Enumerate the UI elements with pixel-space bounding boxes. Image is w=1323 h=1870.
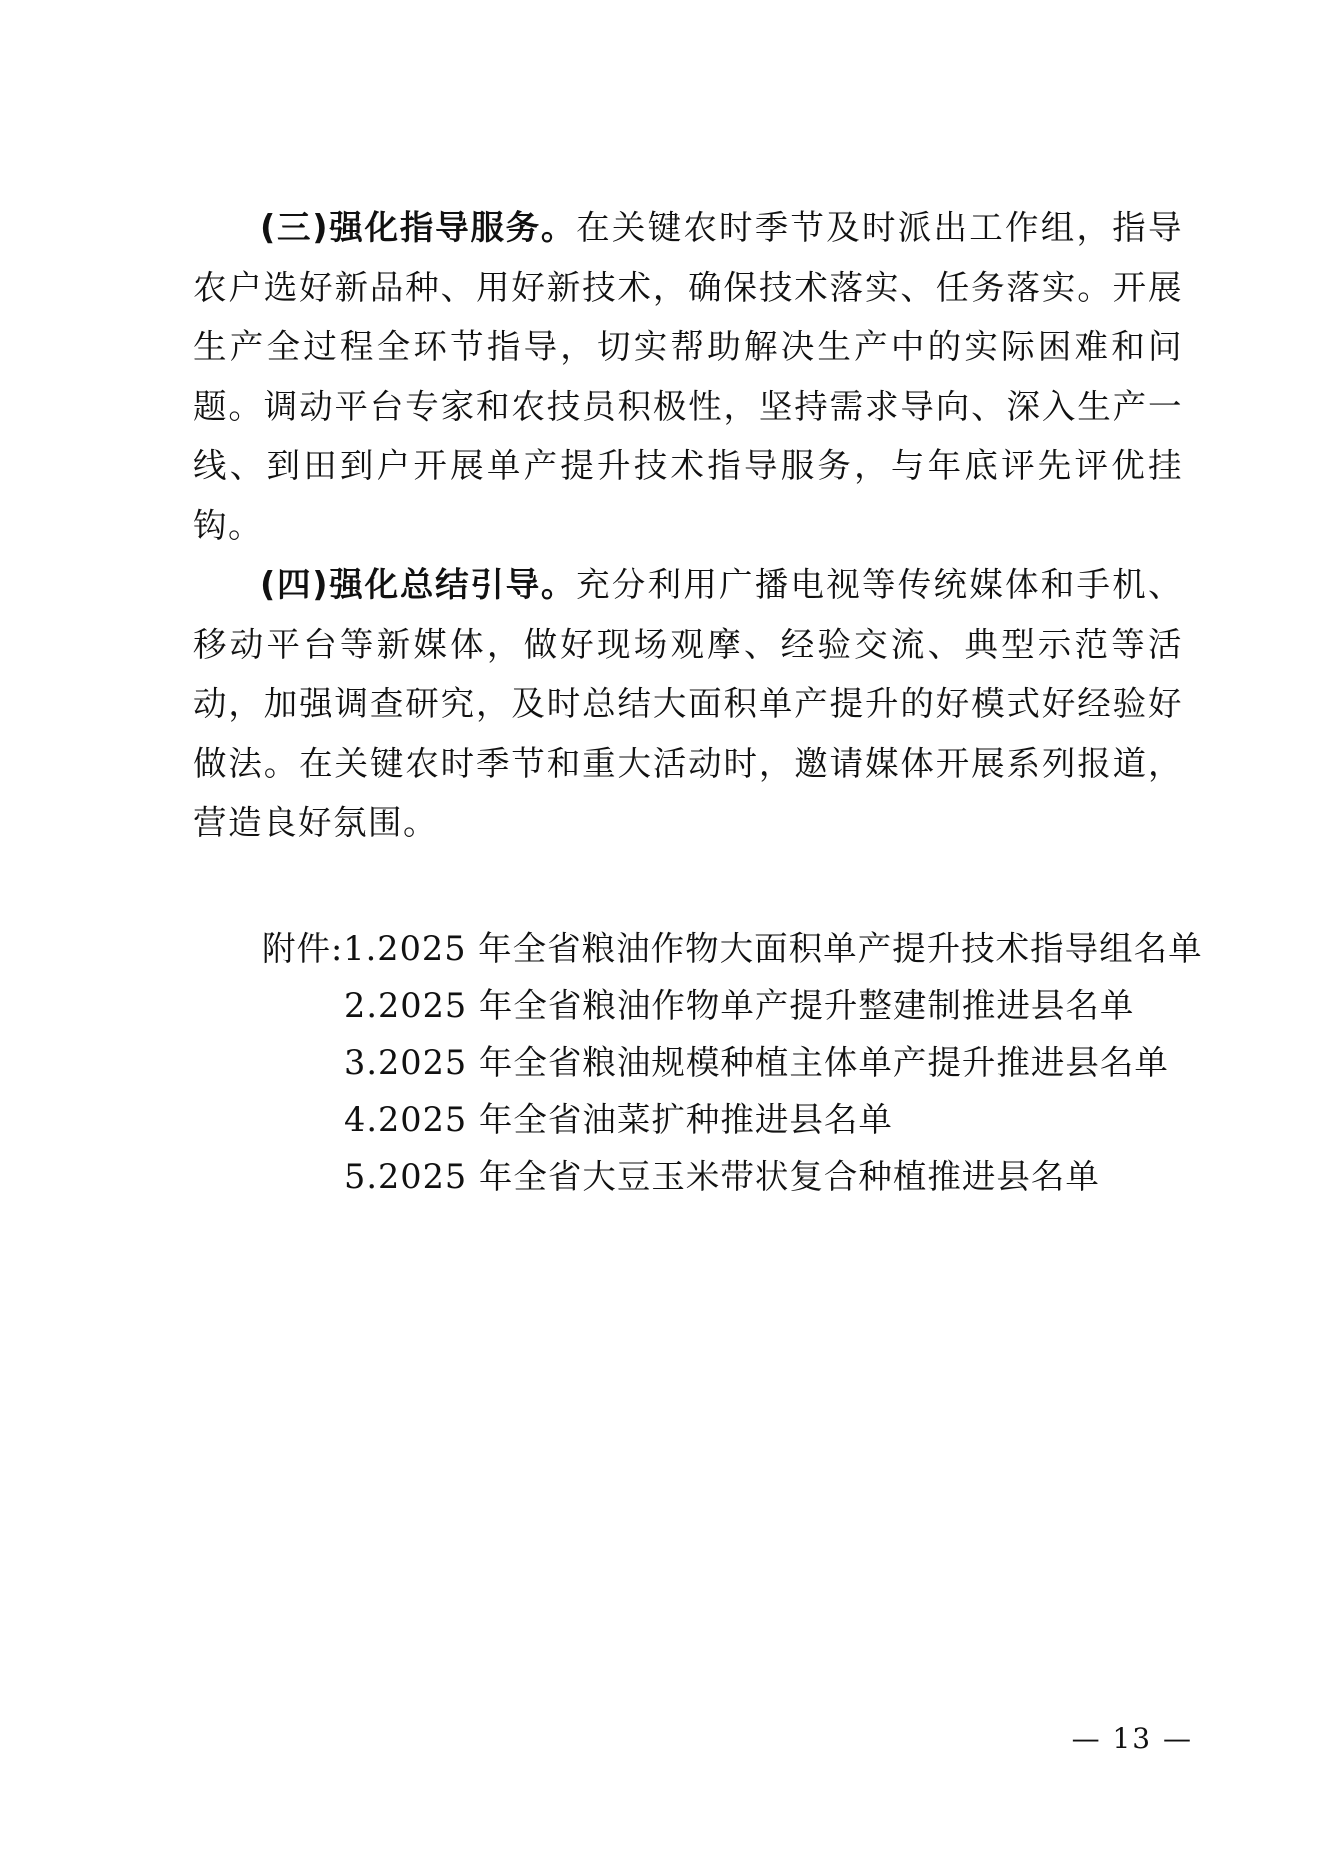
attachment-item bbox=[262, 977, 1202, 1034]
body-text bbox=[193, 198, 1183, 853]
section-paragraph-3 bbox=[193, 198, 1183, 555]
attachments-label: 附件: bbox=[262, 929, 344, 968]
attachments-list bbox=[262, 920, 1202, 1205]
attachment-item bbox=[262, 920, 1202, 977]
attachment-5: 5.2025 年全省大豆玉米带状复合种植推进县名单 bbox=[344, 1157, 1100, 1196]
attachment-item bbox=[262, 1148, 1202, 1205]
section-text-4: 充分利用广播电视等传统媒体和手机、移动平台等新媒体，做好现场观摩、经验交流、典型示范等活动，加强调查研究，及时总结大面积单产提升的好模式好经验好做法。在关键农时季节和重大活动时，邀请媒体开展系列报道，营造良好氛围。 bbox=[193, 565, 1184, 842]
section-heading-4: (四)强化总结引导。 bbox=[260, 565, 577, 604]
page-number: — 13 — bbox=[1071, 1722, 1193, 1755]
attachment-item bbox=[262, 1034, 1202, 1091]
attachment-item bbox=[262, 1091, 1202, 1148]
section-text-3: 在关键农时季节及时派出工作组，指导农户选好新品种、用好新技术，确保技术落实、任务落实。开展生产全过程全环节指导，切实帮助解决生产中的实际困难和问题。调动平台专家和农技员积极性，坚持需求导向、深入生产一线、到田到户开展单产提升技术指导服务，与年底评先评优挂钩。 bbox=[193, 208, 1184, 545]
section-heading-3: (三)强化指导服务。 bbox=[260, 208, 577, 247]
attachment-2: 2.2025 年全省粮油作物单产提升整建制推进县名单 bbox=[344, 986, 1135, 1025]
section-paragraph-4 bbox=[193, 555, 1183, 853]
attachment-3: 3.2025 年全省粮油规模种植主体单产提升推进县名单 bbox=[344, 1043, 1169, 1082]
attachment-4: 4.2025 年全省油菜扩种推进县名单 bbox=[344, 1100, 893, 1139]
attachment-1: 1.2025 年全省粮油作物大面积单产提升技术指导组名单 bbox=[343, 929, 1203, 968]
